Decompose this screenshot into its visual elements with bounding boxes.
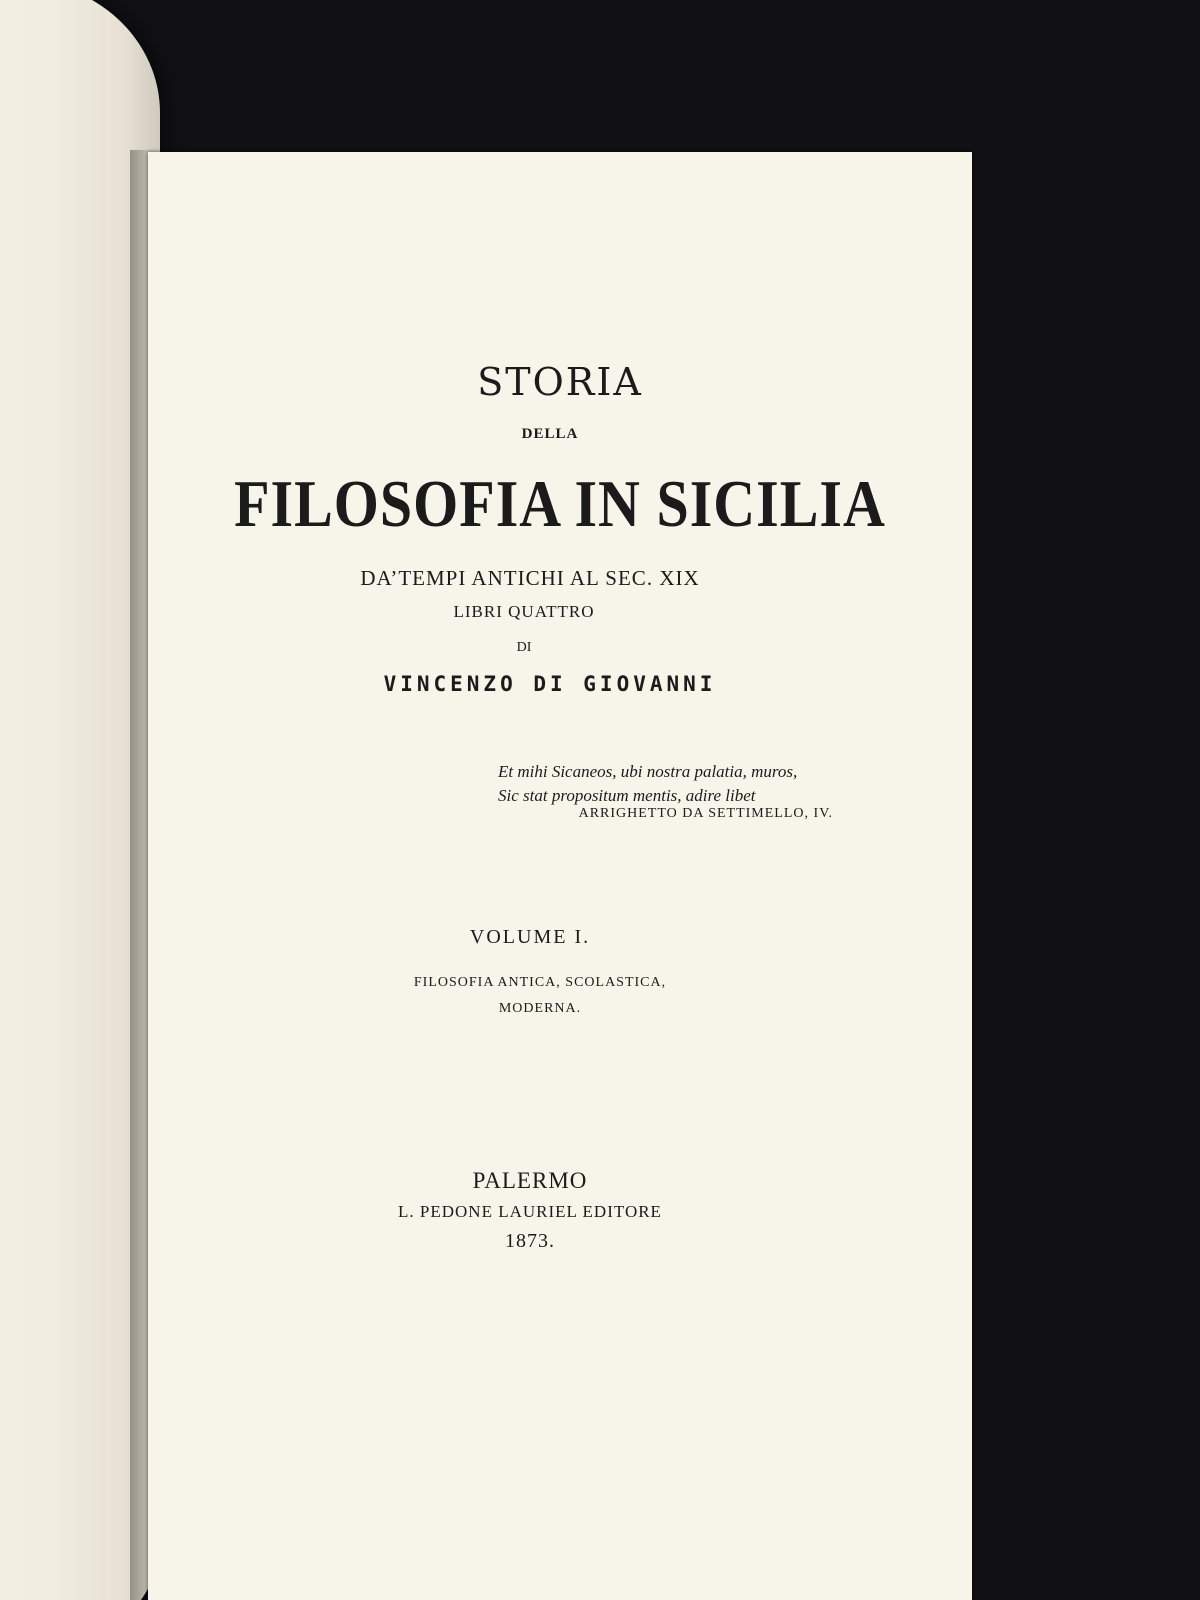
title-top: STORIA [477,360,643,404]
volume-label: VOLUME I. [469,926,591,948]
by-label: DI [516,640,532,655]
title-page [148,152,972,1600]
epigraph [498,760,858,808]
epigraph-line-1: Et mihi Sicaneos, ubi nostra palatia, muros, [498,762,798,781]
epigraph-line-2: Sic stat propositum mentis, adire libet [498,786,756,805]
publisher: L. PEDONE LAURIEL EDITORE [398,1202,662,1221]
title-connector: DELLA [521,426,579,442]
author-name: VINCENZO DI GIOVANNI [383,672,717,696]
epigraph-source: ARRIGHETTO DA SETTIMELLO, IV. [578,806,833,821]
volume-description [128,970,952,1022]
main-title: FILOSOFIA IN SICILIA [234,466,886,541]
books-count: LIBRI QUATTRO [453,602,595,621]
volume-desc-line-1: FILOSOFIA ANTICA, SCOLASTICA, [413,975,667,990]
volume-desc-line-2: MODERNA. [498,1001,582,1016]
publication-city: PALERMO [472,1168,588,1193]
subtitle: DA’TEMPI ANTICHI AL SEC. XIX [360,566,700,590]
publication-year: 1873. [505,1230,555,1252]
